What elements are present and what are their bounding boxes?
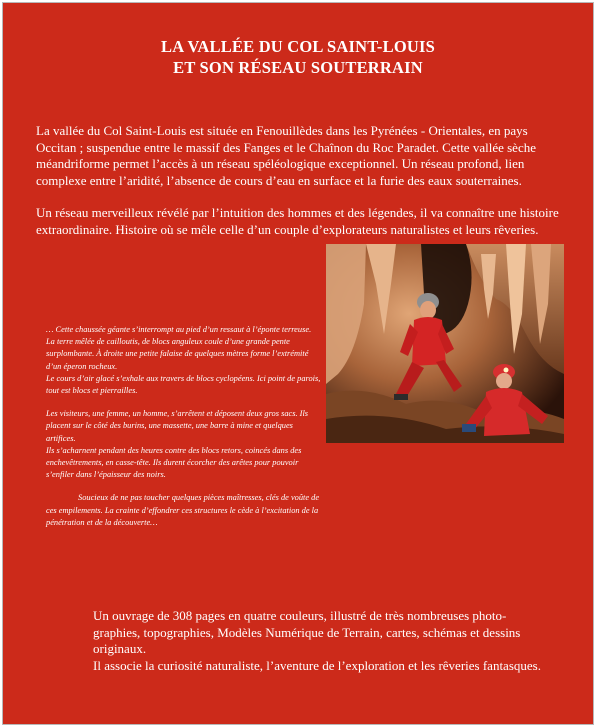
excerpt-spacer bbox=[46, 397, 321, 408]
book-description bbox=[93, 608, 553, 674]
book-description-line-2: Il associe la curiosité naturaliste, l’aventure de l’exploration et les rêveries fantasques. bbox=[93, 657, 541, 673]
book-excerpt bbox=[46, 324, 321, 529]
book-description-line-1: Un ouvrage de 308 pages en quatre couleurs, illustré de très nombreuses photo-graphies, topographies, Modèles Numérique de Terrain, cartes, schémas et dessins originaux. bbox=[93, 608, 521, 656]
title-line-1: LA VALLÉE DU COL SAINT-LOUIS bbox=[161, 37, 435, 56]
intro-text bbox=[36, 123, 566, 254]
excerpt-paragraph-5: Soucieux de ne pas toucher quelques pièces maîtresses, clés de voûte de ces empilements. La crainte d’effondrer ces structures le cède à l’excitation de la pénétration et de la découverte… bbox=[46, 493, 320, 527]
excerpt-paragraph-2: Le cours d’air glacé s’exhale aux travers de blocs cyclopéens. Ici point de parois, tout est blocs et pierrailles. bbox=[46, 373, 321, 396]
excerpt-spacer bbox=[46, 481, 321, 492]
title-line-2: ET SON RÉSEAU SOUTERRAIN bbox=[173, 58, 423, 77]
cave-explorers-photo bbox=[326, 244, 564, 443]
intro-paragraph-2: Un réseau merveilleux révélé par l’intuition des hommes et des légendes, il va connaître une histoire extraordinaire. Histoire où se mêle celle d’un couple d’explorateurs naturalistes et leurs rêveries. bbox=[36, 205, 559, 237]
excerpt-paragraph-3: Les visiteurs, une femme, un homme, s’arrêtent et déposent deux gros sacs. Ils placent sur le côté des burins, une massette, une barre à mine et quelques artifices. bbox=[46, 409, 309, 443]
page-title bbox=[3, 36, 593, 78]
excerpt-paragraph-1: … Cette chaussée géante s’interrompt au pied d’un ressaut à l’éponte terreuse. La terre mêlée de cailloutis, de blocs anguleux coule d’une grande pente surplombante. À droite une petite falaise de quelques mètres forme l’extrémité d’un éperon rocheux. bbox=[46, 325, 312, 371]
page bbox=[2, 2, 594, 725]
excerpt-paragraph-4: Ils s’acharnent pendant des heures contre des blocs retors, coincés dans des enchevêtrements, en casse-tête. Ils durent écorcher des arêtes pour pouvoir s’enfiler dans l’épaisseur des noirs. bbox=[46, 445, 302, 480]
cave-explorers-illustration bbox=[326, 244, 564, 443]
intro-paragraph-1: La vallée du Col Saint-Louis est située en Fenouillèdes dans les Pyrénées - Orientales, en pays Occitan ; suspendue entre le massif des Fanges et le Chaînon du Roc Paradet. Cette vallée sèche méandriforme permet l’accès à un réseau spéléologique exceptionnel. Un réseau profond, lien complexe entre l’aridité, l’absence de cours d’eau en surface et la furie des eaux souterraines. bbox=[36, 123, 536, 188]
